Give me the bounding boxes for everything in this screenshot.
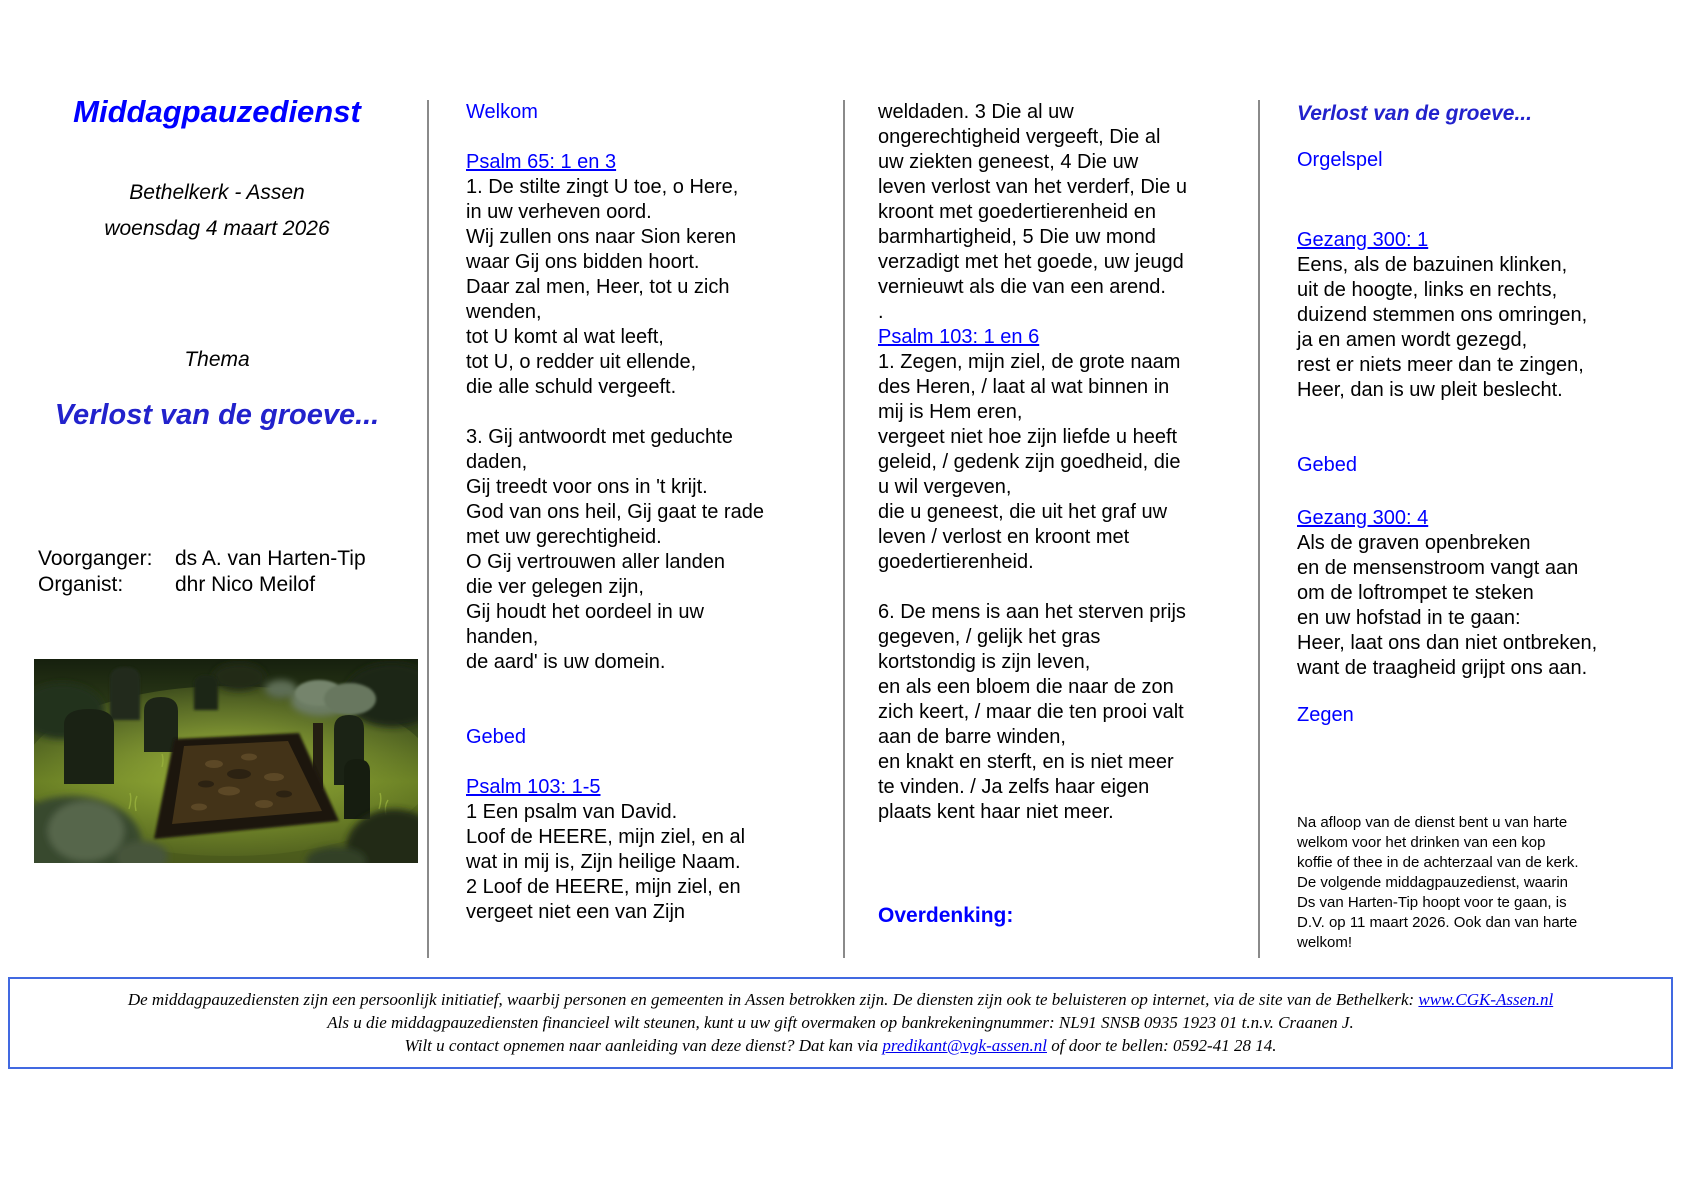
verse-paragraph xyxy=(878,600,1223,825)
spacer xyxy=(878,575,1223,600)
theme-title: Verlost van de groeve... xyxy=(1297,102,1532,125)
spacer xyxy=(1297,681,1597,703)
text-line: duizend stemmen ons omringen, xyxy=(1297,304,1588,326)
footer-text-4: of door te bellen: 0592-41 28 14. xyxy=(1047,1036,1277,1055)
footer-line-3 xyxy=(10,1034,1671,1057)
song-reference-link[interactable]: Gezang 300: 1 xyxy=(1297,229,1429,251)
text-line: 3. Gij antwoordt met geduchte xyxy=(466,426,733,448)
text-line: God van ons heil, Gij gaat te rade xyxy=(466,501,764,523)
text-line: tot U, o redder uit ellende, xyxy=(466,351,697,373)
text-line: uit de hoogte, links en rechts, xyxy=(1297,279,1558,301)
text-line: Ds van Harten-Tip hoopt voor te gaan, is xyxy=(1297,894,1567,911)
text-line: die u geneest, die uit het graf uw xyxy=(878,501,1168,523)
text-line: . xyxy=(878,301,884,323)
text-line: barmhartigheid, 5 Die uw mond xyxy=(878,226,1156,248)
spacer xyxy=(466,125,811,150)
liturgy-heading: Orgelspel xyxy=(1297,149,1383,171)
organist-label: Organist: xyxy=(38,573,124,596)
footer-text-1: De middagpauzediensten zijn een persoonlijk initiatief, waarbij personen en gemeenten in Assen betrokken zijn. De diensten zijn ook te beluisteren op internet, via de site van de Bethelkerk: xyxy=(127,990,1419,1009)
text-line: kroont met goedertierenheid en xyxy=(878,201,1156,223)
text-line: Wij zullen ons naar Sion keren xyxy=(466,226,737,248)
text-line: wenden, xyxy=(466,301,542,323)
text-line: die ver gelegen zijn, xyxy=(466,576,644,598)
text-line: ongerechtigheid vergeeft, Die al xyxy=(878,126,1161,148)
voorganger-value: ds A. van Harten-Tip xyxy=(175,547,366,570)
spacer xyxy=(878,825,1223,903)
text-line: Heer, laat ons dan niet ontbreken, xyxy=(1297,632,1598,654)
info-column xyxy=(38,95,396,598)
liturgy-heading: Gebed xyxy=(466,726,527,748)
website-link[interactable]: www.CGK-Assen.nl xyxy=(1418,990,1554,1009)
liturgy-column-1 xyxy=(466,100,811,925)
verse-paragraph xyxy=(466,175,811,400)
text-line: Na afloop van de dienst bent u van harte xyxy=(1297,814,1568,831)
text-line: des Heren, / laat al wat binnen in xyxy=(878,376,1170,398)
text-line: Eens, als de bazuinen klinken, xyxy=(1297,254,1568,276)
cemetery-photo xyxy=(34,659,418,863)
column-divider xyxy=(427,100,429,958)
text-line: leven verlost van het verderf, Die u xyxy=(878,176,1188,198)
spacer xyxy=(466,400,811,425)
text-line: Loof de HEERE, mijn ziel, en al xyxy=(466,826,746,848)
text-line: Heer, dan is uw pleit beslecht. xyxy=(1297,379,1563,401)
text-line: Gij treedt voor ons in 't krijt. xyxy=(466,476,708,498)
song-reference-link[interactable]: Psalm 103: 1-5 xyxy=(466,776,601,798)
text-line: vernieuwt als die van een arend. xyxy=(878,276,1166,298)
text-line: weldaden. 3 Die al uw xyxy=(878,101,1074,123)
text-line: Daar zal men, Heer, tot u zich xyxy=(466,276,730,298)
text-line: vergeet niet een van Zijn xyxy=(466,901,686,923)
liturgy-column-2 xyxy=(878,100,1223,928)
liturgy-heading: Zegen xyxy=(1297,704,1354,726)
song-reference-link[interactable]: Gezang 300: 4 xyxy=(1297,507,1429,529)
text-line: want de traagheid grijpt ons aan. xyxy=(1297,657,1588,679)
text-line: u wil vergeven, xyxy=(878,476,1012,498)
text-line: in uw verheven oord. xyxy=(466,201,652,223)
text-line: en de mensenstroom vangt aan xyxy=(1297,557,1579,579)
credits xyxy=(38,546,396,598)
text-line: uw ziekten geneest, 4 Die uw xyxy=(878,151,1139,173)
text-line: 1. De stilte zingt U toe, o Here, xyxy=(466,176,739,198)
text-line: leven / verlost en kroont met xyxy=(878,526,1130,548)
text-line: goedertierenheid. xyxy=(878,551,1034,573)
spacer xyxy=(1297,728,1597,813)
text-line: 1. Zegen, mijn ziel, de grote naam xyxy=(878,351,1181,373)
text-line: rest er niets meer dan te zingen, xyxy=(1297,354,1584,376)
verse-paragraph xyxy=(878,100,1223,325)
email-link[interactable]: predikant@vgk-assen.nl xyxy=(882,1036,1047,1055)
text-line: met uw gerechtigheid. xyxy=(466,526,662,548)
footer-box xyxy=(8,977,1673,1069)
column-divider xyxy=(843,100,845,958)
spacer xyxy=(1297,128,1597,148)
spacer xyxy=(1297,478,1597,506)
text-line: en als een bloem die naar de zon xyxy=(878,676,1174,698)
text-line: tot U komt al wat leeft, xyxy=(466,326,664,348)
text-line: verzadigt met het goede, uw jeugd xyxy=(878,251,1184,273)
text-line: mij is Hem eren, xyxy=(878,401,1023,423)
column-divider xyxy=(1258,100,1260,958)
text-line: koffie of thee in de achterzaal van de kerk. xyxy=(1297,854,1579,871)
text-line: wat in mij is, Zijn heilige Naam. xyxy=(466,851,741,873)
text-line: te vinden. / Ja zelfs haar eigen xyxy=(878,776,1150,798)
liturgy-heading-bold: Overdenking: xyxy=(878,904,1014,927)
liturgy-heading: Gebed xyxy=(1297,454,1358,476)
spacer xyxy=(1297,173,1597,228)
notice-paragraph xyxy=(1297,813,1597,953)
spacer xyxy=(466,750,811,775)
text-line: de aard' is uw domein. xyxy=(466,651,666,673)
service-date: woensdag 4 maart 2026 xyxy=(104,217,330,240)
text-line: O Gij vertrouwen aller landen xyxy=(466,551,726,573)
text-line: vergeet niet hoe zijn liefde u heeft xyxy=(878,426,1178,448)
text-line: aan de barre winden, xyxy=(878,726,1066,748)
text-line: Gij houdt het oordeel in uw xyxy=(466,601,704,623)
text-line: plaats kent haar niet meer. xyxy=(878,801,1114,823)
footer-line-1 xyxy=(10,988,1671,1011)
cemetery-illustration xyxy=(34,659,418,863)
text-line: De volgende middagpauzedienst, waarin xyxy=(1297,874,1569,891)
theme-title: Verlost van de groeve... xyxy=(54,399,380,431)
text-line: en uw hofstad in te gaan: xyxy=(1297,607,1521,629)
text-line: 6. De mens is aan het sterven prijs xyxy=(878,601,1186,623)
verse-paragraph xyxy=(1297,253,1597,403)
text-line: 2 Loof de HEERE, mijn ziel, en xyxy=(466,876,741,898)
footer-text-3: Wilt u contact opnemen naar aanleiding van deze dienst? Dat kan via xyxy=(404,1036,883,1055)
text-line: 1 Een psalm van David. xyxy=(466,801,678,823)
text-line: zich keert, / maar die ten prooi valt xyxy=(878,701,1184,723)
text-line: handen, xyxy=(466,626,539,648)
organist-value: dhr Nico Meilof xyxy=(175,573,316,596)
verse-paragraph xyxy=(466,800,811,925)
liturgy-column-3 xyxy=(1297,100,1597,953)
voorganger-label: Voorganger: xyxy=(38,547,153,570)
church-name: Bethelkerk - Assen xyxy=(129,181,305,204)
spacer xyxy=(466,675,811,725)
song-reference-link[interactable]: Psalm 65: 1 en 3 xyxy=(466,151,617,173)
text-line: gegeven, / gelijk het gras xyxy=(878,626,1101,648)
song-reference-link[interactable]: Psalm 103: 1 en 6 xyxy=(878,326,1040,348)
verse-paragraph xyxy=(878,350,1223,575)
spacer xyxy=(1297,403,1597,453)
text-line: en knakt en sterft, en is niet meer xyxy=(878,751,1174,773)
thema-label: Thema xyxy=(184,348,250,371)
text-line: welkom! xyxy=(1297,934,1353,951)
text-line: waar Gij ons bidden hoort. xyxy=(466,251,700,273)
text-line: kortstondig is zijn leven, xyxy=(878,651,1091,673)
verse-paragraph xyxy=(466,425,811,675)
text-line: ja en amen wordt gezegd, xyxy=(1297,329,1528,351)
text-line: geleid, / gedenk zijn goedheid, die xyxy=(878,451,1181,473)
verse-paragraph xyxy=(1297,531,1597,681)
text-line: Als de graven openbreken xyxy=(1297,532,1531,554)
text-line: om de loftrompet te steken xyxy=(1297,582,1534,604)
text-line: daden, xyxy=(466,451,528,473)
text-line: die alle schuld vergeeft. xyxy=(466,376,677,398)
text-line: welkom voor het drinken van een kop xyxy=(1297,834,1546,851)
footer-line-2: Als u die middagpauzediensten financieel wilt steunen, kunt u uw gift overmaken op bankrekeningnummer: NL91 SNSB 0935 1923 01 t.n.v. Craanen J. xyxy=(327,1013,1354,1032)
liturgy-heading: Welkom xyxy=(466,101,538,123)
service-title: Middagpauzedienst xyxy=(73,94,361,129)
text-line: D.V. op 11 maart 2026. Ook dan van harte xyxy=(1297,914,1578,931)
